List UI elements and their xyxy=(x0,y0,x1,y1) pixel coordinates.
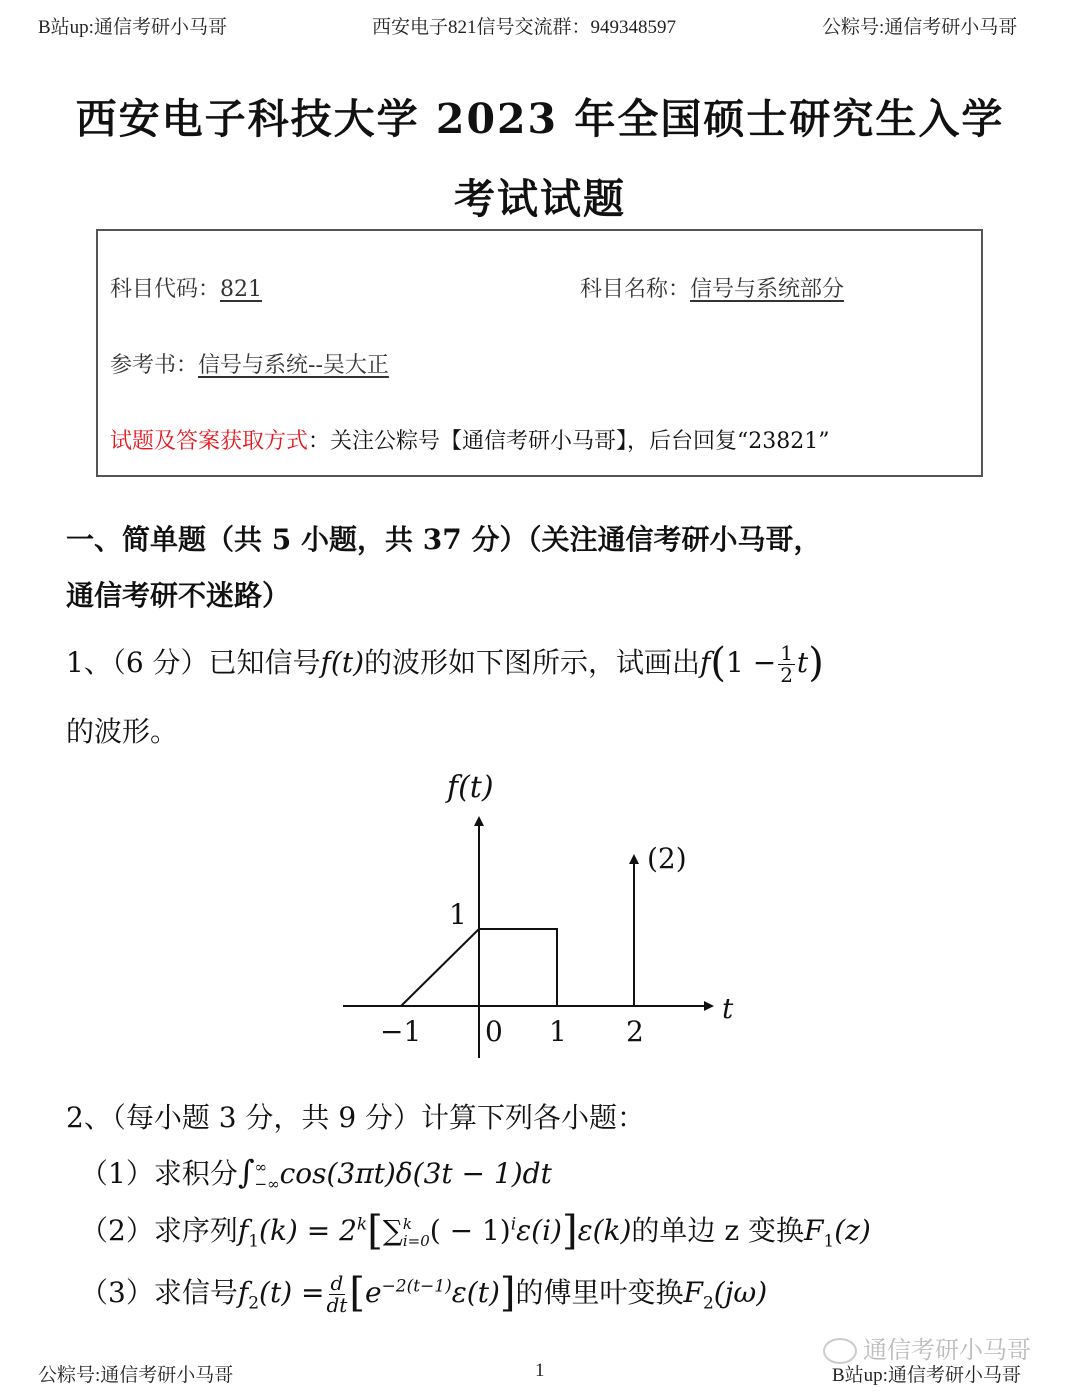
q1-signal: f(t) xyxy=(320,646,364,679)
page-subtitle: 考试试题 xyxy=(454,175,626,223)
q2-3-lhs-arg: (t) = xyxy=(259,1276,325,1309)
subject-code xyxy=(110,272,262,303)
footer-left: 公粽号:通信考研小马哥 xyxy=(38,1365,234,1386)
subject-name-value: 信号与系统部分 xyxy=(690,277,845,302)
q2-2-lhs-sub: 1 xyxy=(248,1231,260,1252)
section-heading: 一、简单题（共 5 小题，共 37 分）（关注通信考研小马哥， xyxy=(66,523,822,556)
deriv-den: dt xyxy=(326,1293,348,1317)
subject-name-label: 科目名称： xyxy=(580,277,691,302)
tick-1: 1 xyxy=(549,1015,567,1048)
q1-prefix: 1、（6 分）已知信号 xyxy=(66,646,321,679)
integral-limits xyxy=(255,1159,280,1192)
q2-2-result-sub: 1 xyxy=(823,1231,835,1252)
upper-limit: ∞ xyxy=(254,1158,267,1176)
q2-2-body-exp: i xyxy=(510,1214,517,1235)
tick-2: 2 xyxy=(626,1015,644,1048)
level-label: 1 xyxy=(449,898,467,931)
q2-1-expr: cos(3πt)δ(3t − 1)dt xyxy=(279,1157,552,1190)
question-2-2 xyxy=(80,1208,871,1254)
q1-expr-one: 1 − xyxy=(726,646,777,679)
bracket-open: [ xyxy=(367,1208,383,1254)
lower-limit: −∞ xyxy=(254,1174,280,1193)
rect-pulse xyxy=(479,929,557,1006)
question-1-cont: 的波形。 xyxy=(66,715,179,748)
q2-3-lhs: f xyxy=(237,1276,249,1309)
ramp-segment xyxy=(401,929,479,1006)
reference-value: 信号与系统--吴大正 xyxy=(198,353,389,378)
bracket-open-2: [ xyxy=(349,1270,365,1316)
question-2-3 xyxy=(80,1270,767,1316)
q1-middle: 的波形如下图所示，试画出 xyxy=(364,646,701,679)
q1-expr-f: f xyxy=(700,646,711,679)
q2-3-result-arg: (jω) xyxy=(713,1276,768,1309)
paren-close: ) xyxy=(808,640,824,686)
x-axis-label: t xyxy=(722,992,734,1025)
access-method xyxy=(110,424,830,455)
y-axis-label: f(t) xyxy=(447,770,494,805)
sum-sign: ∑ xyxy=(382,1214,403,1247)
section-heading-cont: 通信考研不迷路） xyxy=(66,579,291,612)
footer-right: B站up:通信考研小马哥 xyxy=(832,1365,1021,1386)
subject-name xyxy=(580,272,844,303)
q2-3-lhs-sub: 2 xyxy=(248,1293,260,1314)
q2-3-result: F xyxy=(683,1276,703,1309)
q2-2-lhs: f xyxy=(237,1214,249,1247)
q1-fraction xyxy=(778,643,795,686)
sum-upper: k xyxy=(402,1215,412,1233)
reference-book xyxy=(110,348,389,379)
page-number: 1 xyxy=(535,1360,545,1381)
header-left: B站up:通信考研小马哥 xyxy=(38,17,227,38)
integral-sign: ∫ xyxy=(237,1153,255,1191)
bracket-close-2: ] xyxy=(499,1270,516,1316)
q2-3-prefix: （3）求信号 xyxy=(80,1276,238,1309)
q2-3-exp: −2(t−1) xyxy=(381,1276,452,1297)
tick-0: 0 xyxy=(485,1015,503,1048)
access-label: 试题及答案获取方式 xyxy=(110,429,309,454)
q2-2-tail: ε(i) xyxy=(516,1214,562,1247)
paren-open: ( xyxy=(710,640,726,686)
subject-code-value: 821 xyxy=(220,277,263,302)
question-2: 2、（每小题 3 分，共 9 分）计算下列各小题： xyxy=(66,1101,646,1134)
q2-2-result: F xyxy=(803,1214,824,1247)
deriv-num: d xyxy=(330,1271,344,1295)
q2-1-prefix: （1）求积分 xyxy=(80,1157,238,1190)
wechat-brand: 通信考研小马哥 xyxy=(863,1336,1031,1364)
q2-3-eps: ε(t) xyxy=(451,1276,500,1309)
question-2-1 xyxy=(80,1152,552,1192)
bracket-close: ] xyxy=(561,1208,578,1254)
derivative-fraction xyxy=(327,1273,348,1316)
access-text: ：关注公粽号【通信考研小马哥】，后台回复“23821” xyxy=(308,429,830,454)
sum-lower: i=0 xyxy=(402,1231,430,1250)
q2-3-result-sub: 2 xyxy=(702,1293,714,1314)
frac-den: 2 xyxy=(780,663,793,687)
q2-2-result-arg: (z) xyxy=(834,1214,871,1247)
sum-limits xyxy=(403,1216,430,1249)
q2-3-suffix: 的傅里叶变换 xyxy=(515,1276,684,1309)
question-1 xyxy=(66,640,824,686)
reference-label: 参考书： xyxy=(110,353,199,378)
subject-code-label: 科目代码： xyxy=(110,277,221,302)
header-right: 公粽号:通信考研小马哥 xyxy=(822,17,1018,38)
q2-2-suffix: 的单边 z 变换 xyxy=(631,1214,804,1247)
q2-2-after: ε(k) xyxy=(577,1214,632,1247)
header-center: 西安电子821信号交流群：949348597 xyxy=(372,17,677,38)
impulse-weight-label: (2) xyxy=(647,842,687,875)
q2-2-lhs-arg: (k) = 2 xyxy=(259,1214,357,1247)
page-title: 西安电子科技大学 2023 年全国硕士研究生入学 xyxy=(75,95,1005,143)
q2-2-body: ( − 1) xyxy=(429,1214,511,1247)
q1-expr-t: t xyxy=(796,646,809,679)
frac-num: 1 xyxy=(780,641,793,665)
tick-neg1: −1 xyxy=(380,1015,422,1048)
q2-2-prefix: （2）求序列 xyxy=(80,1214,238,1247)
q2-2-exp: k xyxy=(356,1214,368,1235)
q2-3-e: e xyxy=(364,1276,382,1309)
